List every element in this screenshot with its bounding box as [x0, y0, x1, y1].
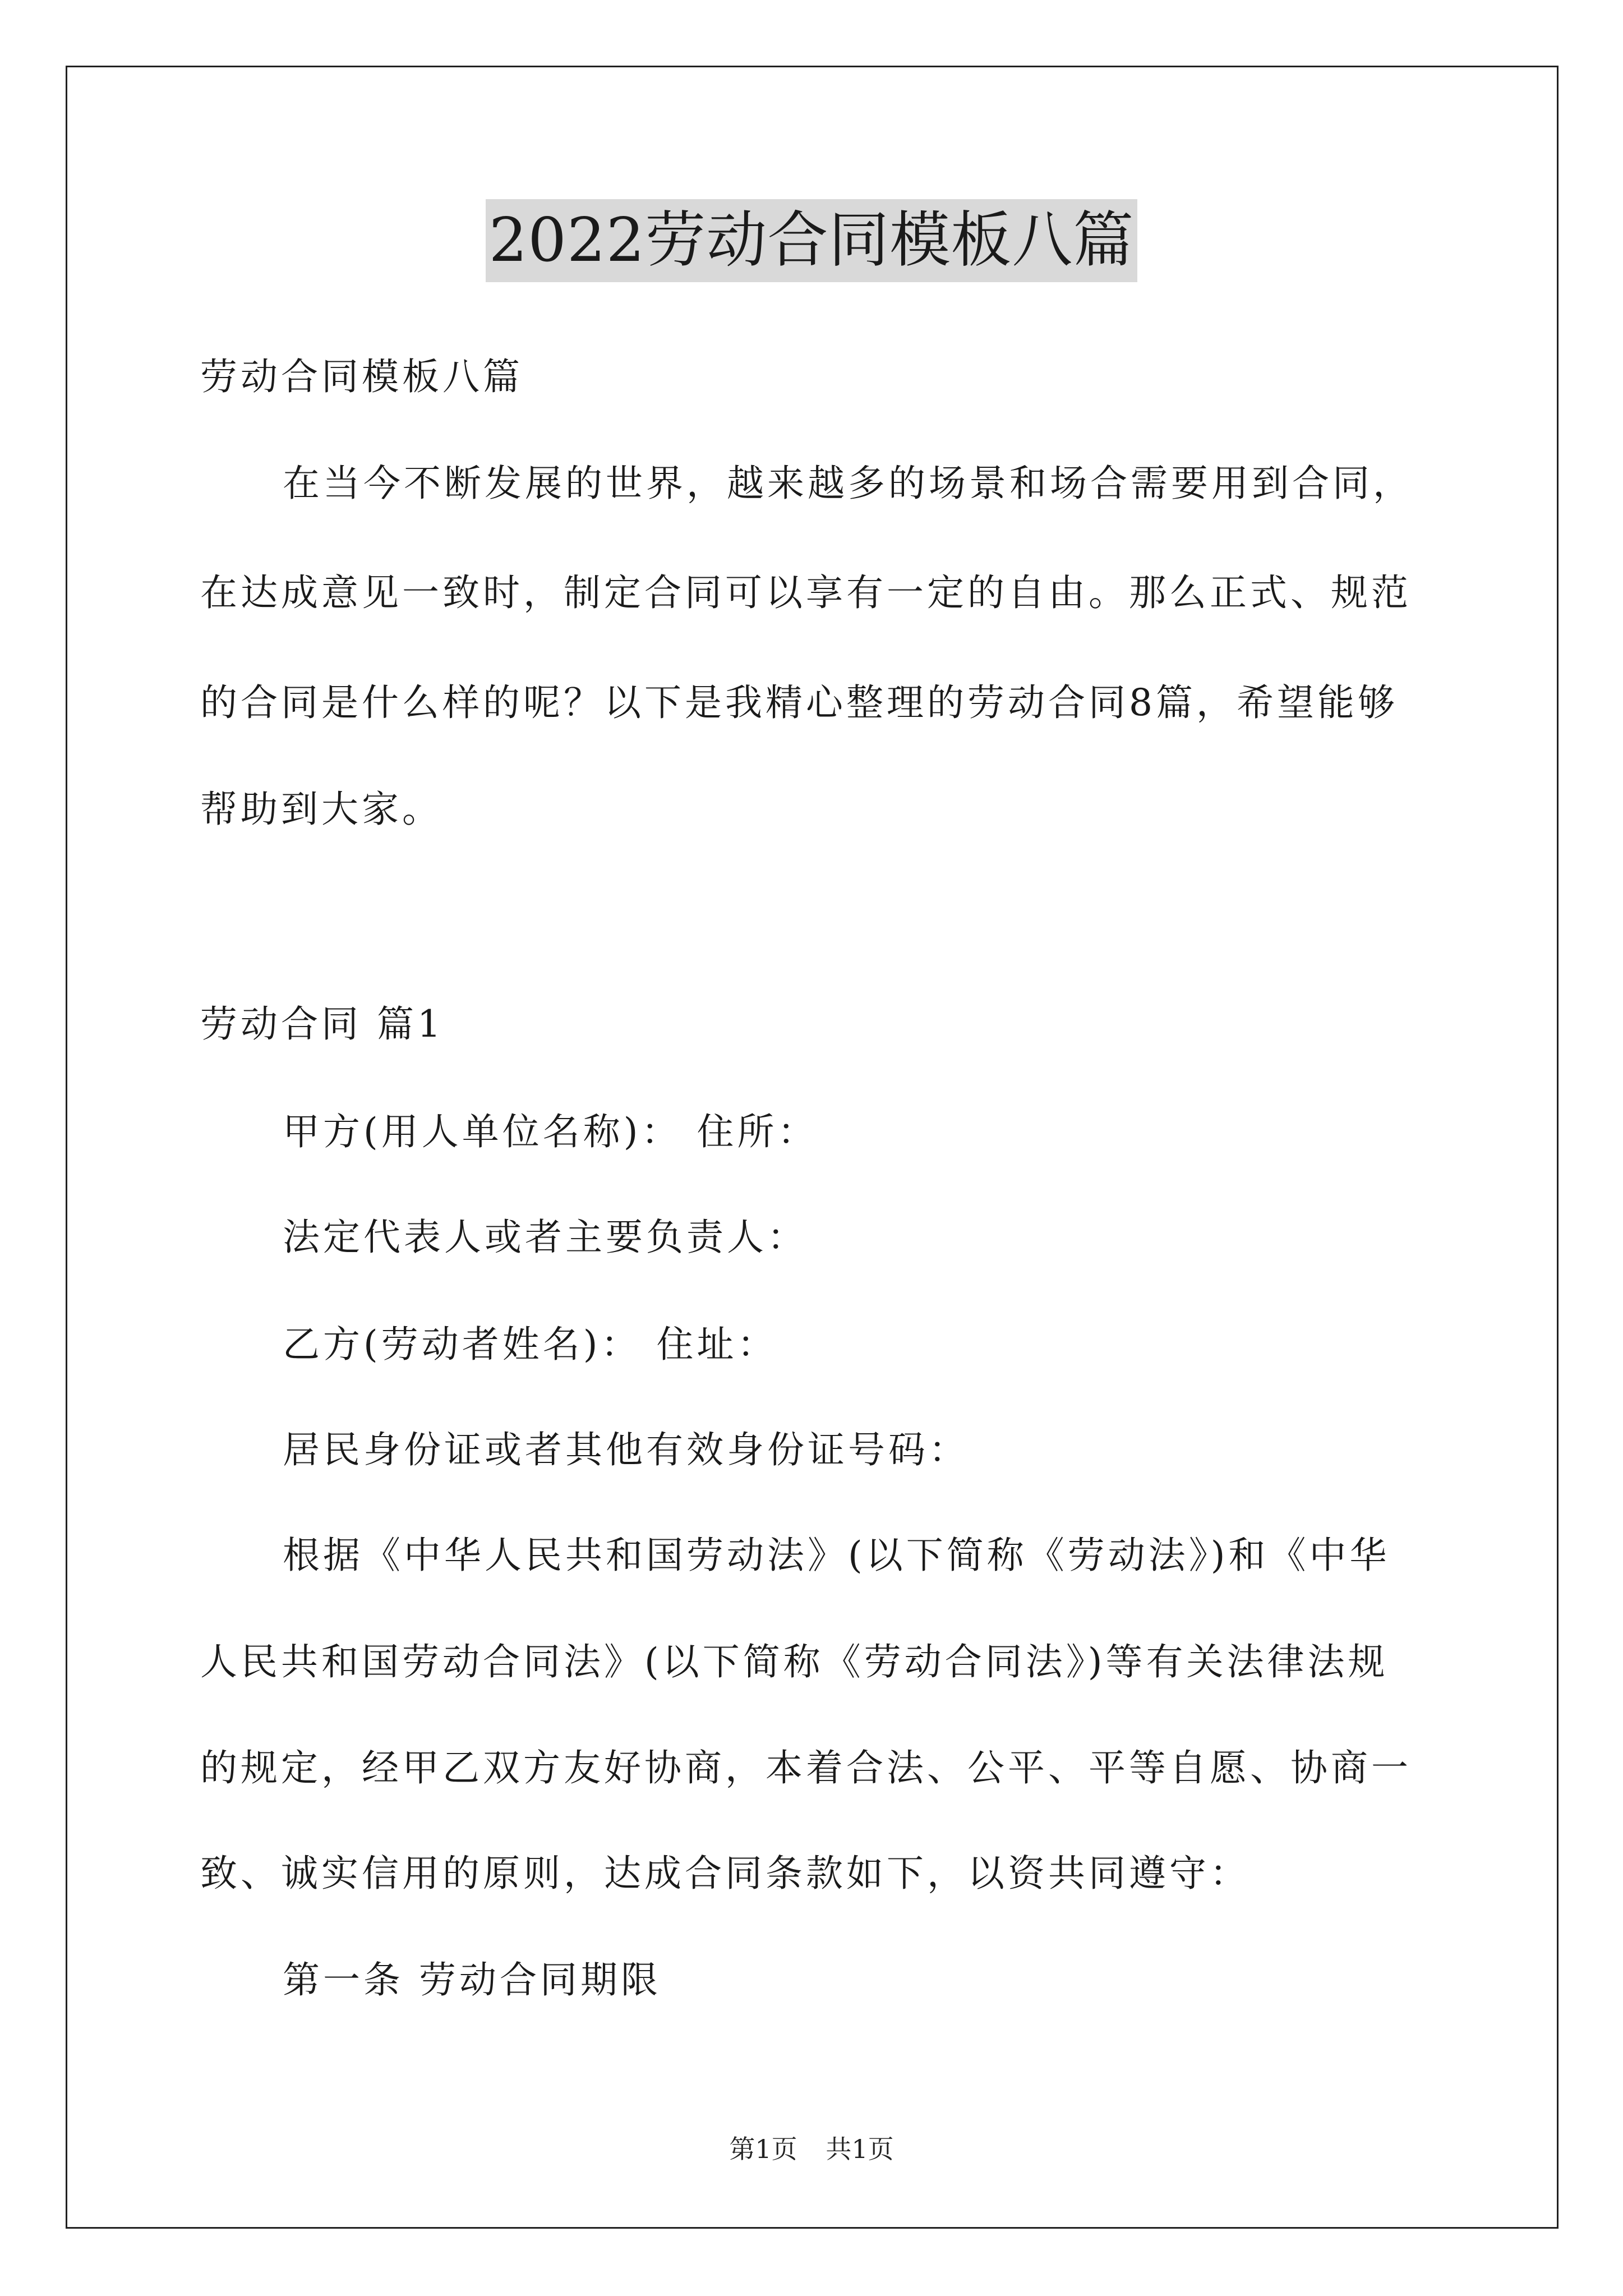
page-total: 共1页 [826, 2134, 894, 2164]
id-number-line: 居民身份证或者其他有效身份证号码： [283, 1428, 969, 1471]
intro-line: 帮助到大家。 [200, 788, 442, 831]
intro-line: 的合同是什么样的呢？以下是我精心整理的劳动合同8篇，希望能够 [200, 681, 1398, 724]
intro-line: 在当今不断发展的世界，越来越多的场景和场合需要用到合同， [283, 462, 1413, 505]
basis-line: 致、诚实信用的原则，达成合同条款如下，以资共同遵守： [200, 1852, 1250, 1895]
basis-line: 的规定，经甲乙双方友好协商，本着合法、公平、平等自愿、协商一 [200, 1746, 1412, 1789]
document-title: 2022劳动合同模板八篇 [486, 199, 1138, 282]
page-number: 第1页 [729, 2134, 797, 2164]
section-heading: 劳动合同 篇1 [200, 1002, 444, 1046]
basis-line: 人民共和国劳动合同法》(以下简称《劳动合同法》)等有关法律法规 [200, 1640, 1389, 1683]
page-footer [0, 2129, 1623, 2166]
party-b-line: 乙方(劳动者姓名)： 住址： [283, 1323, 778, 1366]
basis-line: 根据《中华人民共和国劳动法》(以下简称《劳动法》)和《中华 [283, 1534, 1390, 1577]
subtitle: 劳动合同模板八篇 [200, 355, 523, 398]
article-heading: 第一条 劳动合同期限 [283, 1958, 661, 2001]
party-a-line: 甲方(用人单位名称)： 住所： [283, 1110, 818, 1153]
intro-line: 在达成意见一致时，制定合同可以享有一定的自由。那么正式、规范 [200, 571, 1412, 614]
legal-rep-line: 法定代表人或者主要负责人： [283, 1216, 808, 1259]
title-container [0, 199, 1623, 282]
